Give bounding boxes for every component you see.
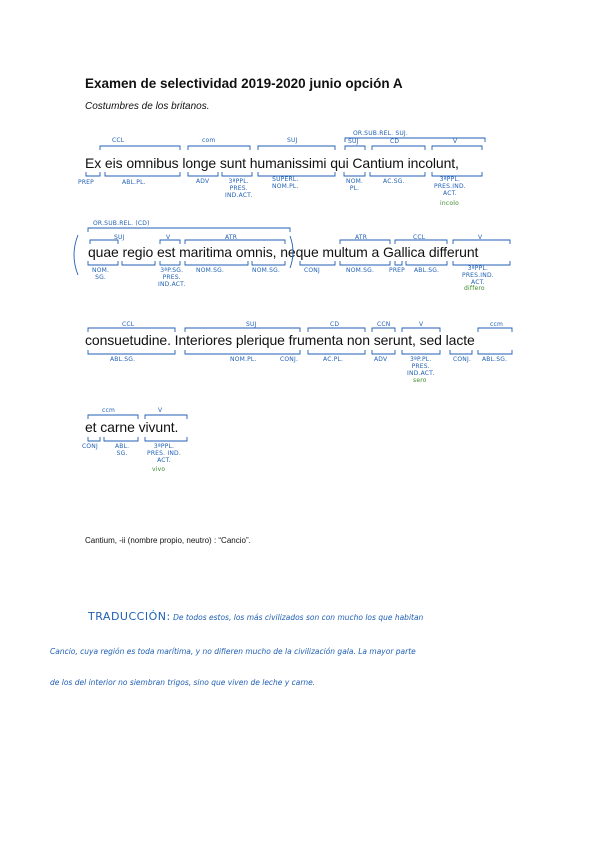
bracket-suj-3 xyxy=(185,328,300,332)
label-multum-morph: NOM.SG. xyxy=(346,267,375,274)
label-differunt-morph: 3ªPPL. PRES.IND. ACT. xyxy=(462,265,494,286)
label-adv: ADV xyxy=(196,178,210,185)
label-suj2: SUJ xyxy=(348,138,359,145)
label-ccl-3: CCL xyxy=(122,321,135,328)
under-serunt-3 xyxy=(402,350,440,354)
label-v-2: V xyxy=(166,234,171,241)
label-ccl-2: CCL xyxy=(413,234,426,241)
under-qui-1 xyxy=(344,172,365,176)
translation-line-1 xyxy=(88,610,423,623)
label-suj: SUJ xyxy=(287,137,298,144)
label-conj-4: CONJ xyxy=(82,443,98,450)
label-frumenta-morph: AC.PL. xyxy=(323,356,344,363)
paren-close-2 xyxy=(290,236,293,268)
label-ccm-3: ccm xyxy=(490,321,504,328)
under-omnis-2 xyxy=(252,261,285,265)
label-conj2-3: CONJ. xyxy=(453,356,472,363)
label-v2-2: V xyxy=(478,234,483,241)
under-multum-2 xyxy=(340,261,390,265)
label-consuetudine-morph: ABL.SG. xyxy=(110,356,136,363)
under-gallica-2 xyxy=(406,261,447,265)
under-sunt-1 xyxy=(222,172,252,176)
bracket-orsub-1 xyxy=(345,138,485,142)
under-regio-2 xyxy=(122,261,155,265)
label-superl: SUPERL. NOM.PL. xyxy=(272,176,299,190)
label-differo: differo xyxy=(464,285,485,292)
label-v-3: V xyxy=(419,321,424,328)
translation-heading: TRADUCCIÓN: xyxy=(88,610,171,623)
label-cd: CD xyxy=(390,138,400,145)
under-lacte-3 xyxy=(478,350,512,354)
under-sed-3 xyxy=(450,350,472,354)
bracket-orsub-2 xyxy=(88,228,290,232)
under-cantium-1 xyxy=(370,172,425,176)
latin-line-3: consuetudine. Interiores plerique frumenta non serunt, sed lacte xyxy=(85,332,475,348)
label-nom-pl: NOM. PL. xyxy=(346,178,364,192)
label-incolunt-morph: 3ªPPL. PRES.IND. ACT. xyxy=(434,176,466,197)
label-adv-3: ADV xyxy=(374,356,388,363)
label-sero: sero xyxy=(413,377,427,384)
label-suj-3: SUJ xyxy=(246,321,257,328)
under-et-4 xyxy=(88,437,100,441)
under-interiores-3 xyxy=(185,350,300,354)
label-carne-morph: ABL. SG. xyxy=(115,443,130,457)
latin-line-2: quae regio est maritima omnis, neque multum a Gallica differunt xyxy=(88,244,479,260)
exam-title: Examen de selectividad 2019-2020 junio opción A xyxy=(85,76,403,91)
label-cd-3: CD xyxy=(330,321,340,328)
vocabulary-note: Cantium, -ii (nombre propio, neutro) : “Cancio”. xyxy=(85,536,251,545)
text-subtitle: Costumbres de los britanos. xyxy=(85,101,210,112)
label-maritima-morph: NOM.SG. xyxy=(196,267,225,274)
label-lacte-morph: ABL.SG. xyxy=(482,356,508,363)
bracket-cd-1 xyxy=(372,146,425,150)
bracket-ccl-1 xyxy=(100,146,180,150)
label-vivo: vivo xyxy=(152,466,166,473)
label-suj-2: SUJ xyxy=(114,234,125,241)
label-conj-2: CONJ xyxy=(304,267,320,274)
label-or-sub-rel: OR.SUB.REL. SUJ. xyxy=(353,130,409,137)
label-sunt-morph: 3ªPPL. PRES. IND.ACT. xyxy=(225,178,253,199)
label-conj-3: CONJ. xyxy=(280,356,299,363)
label-atr-2: ATR xyxy=(225,234,238,241)
label-ccl: CCL xyxy=(112,137,125,144)
paren-open-2 xyxy=(74,235,78,275)
under-maritima-2 xyxy=(185,261,248,265)
label-serunt-morph: 3ªP.PL. PRES. IND.ACT. xyxy=(407,356,435,377)
label-gallica-morph: ABL.SG. xyxy=(414,267,440,274)
under-carne-4 xyxy=(104,437,138,441)
under-consuetudine-3 xyxy=(88,350,175,354)
label-ccn-3: CCN xyxy=(377,321,391,328)
label-or-sub-rel-cd: OR.SUB.REL. (CD) xyxy=(93,220,150,227)
under-abl-1 xyxy=(105,172,180,176)
label-abl-pl: ABL.PL. xyxy=(122,179,146,186)
under-non-3 xyxy=(372,350,395,354)
label-com: com xyxy=(202,137,216,144)
bracket-suj2-1 xyxy=(345,146,365,150)
label-est-morph: 3ªP.SG. PRES. IND.ACT. xyxy=(158,267,186,288)
translation-line-2: Cancio, cuya región es toda marítima, y no difieren mucho de la civilización gala. La mayor parte xyxy=(50,647,416,656)
bracket-com-1 xyxy=(188,146,250,150)
label-vivunt-morph: 3ªPPL. PRES. IND. ACT. xyxy=(147,443,181,464)
latin-line-4: et carne vivunt. xyxy=(85,419,179,435)
label-ac-sg: AC.SG. xyxy=(383,178,405,185)
label-atr2-2: ATR xyxy=(355,234,368,241)
label-omnis-morph: NOM.SG. xyxy=(252,267,281,274)
under-est-2 xyxy=(160,261,180,265)
bracket-suj-1 xyxy=(258,146,335,150)
label-ccm-4: ccm xyxy=(102,407,116,414)
latin-line-1: Ex eis omnibus longe sunt humanissimi qui Cantium incolunt, xyxy=(85,155,459,171)
bracket-ccm-4 xyxy=(88,415,138,419)
under-a-2 xyxy=(395,261,402,265)
under-quae-2 xyxy=(88,261,118,265)
bracket-v-4 xyxy=(145,415,187,419)
label-interiores-morph: NOM.PL. xyxy=(230,356,257,363)
label-prep-2: PREP xyxy=(389,267,405,274)
under-prep-1 xyxy=(86,172,100,176)
under-frumenta-3 xyxy=(308,350,365,354)
translation-text-1: De todos estos, los más civilizados son con mucho los que habitan xyxy=(173,613,424,622)
under-neque-2 xyxy=(300,261,335,265)
label-incolo: incolo xyxy=(440,200,459,207)
under-adv-1 xyxy=(188,172,218,176)
bracket-v-1 xyxy=(432,146,482,150)
label-quae-morph: NOM. SG. xyxy=(92,267,110,281)
label-v-4: V xyxy=(158,407,163,414)
under-vivunt-4 xyxy=(145,437,187,441)
label-prep: PREP xyxy=(78,179,94,186)
translation-line-3: de los del interior no siembran trigos, sino que viven de leche y carne. xyxy=(50,678,316,687)
label-v: V xyxy=(453,138,458,145)
